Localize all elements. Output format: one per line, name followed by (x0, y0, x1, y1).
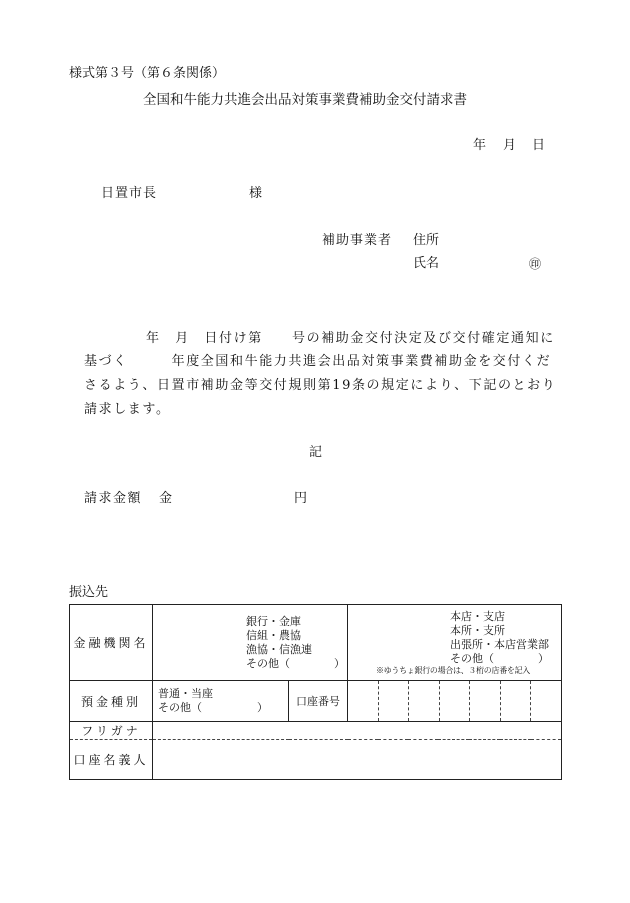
addressee-honorific: 様 (249, 186, 263, 201)
furigana-label: フリガナ (70, 722, 153, 740)
institution-type-4: その他（ ） (246, 656, 345, 670)
claim-unit: 円 (294, 491, 308, 506)
digit-box[interactable] (439, 681, 470, 721)
body-line-4: 請求します。 (84, 402, 171, 417)
date-year: 年 (473, 138, 487, 153)
transfer-heading: 振込先 (69, 585, 109, 600)
applicant-role: 補助事業者 (322, 233, 393, 248)
digit-box[interactable] (348, 681, 378, 721)
branch-note: ※ゆうちょ銀行の場合は、３桁の店番を記入 (376, 665, 530, 675)
account-number-field[interactable] (348, 681, 562, 722)
digit-box[interactable] (500, 681, 531, 721)
institution-type-3: 漁協・信漁連 (246, 642, 312, 656)
account-digit-boxes (348, 681, 561, 721)
account-holder-label: 口座名義人 (70, 740, 153, 780)
body-line-1: 年 月 日付け第 号の補助金交付決定及び交付確定通知に (146, 331, 555, 346)
claim-label: 請求金額 (84, 491, 143, 506)
claim-prefix: 金 (159, 491, 173, 506)
deposit-type-field[interactable] (153, 681, 289, 722)
date-month: 月 (503, 138, 517, 153)
branch-type-4: その他（ ） (450, 651, 549, 665)
deposit-type-1: 普通・当座 (158, 687, 213, 700)
ki-heading: 記 (309, 445, 323, 460)
addressee-name: 日置市長 (101, 186, 158, 201)
deposit-type-2: その他（ ） (158, 701, 268, 714)
institution-type-1: 銀行・金庫 (246, 614, 301, 628)
branch-type-3: 出張所・本店営業部 (450, 637, 549, 651)
applicant-name-label: 氏名 (413, 256, 440, 271)
form-number: 様式第３号（第６条関係） (69, 66, 226, 81)
institution-type-2: 信組・農協 (246, 628, 301, 642)
institution-label: 金融機関名 (70, 605, 153, 681)
body-line-2: 基づく 年度全国和牛能力共進会出品対策事業費補助金を交付くだ (84, 354, 552, 369)
institution-field[interactable] (153, 605, 348, 681)
digit-box[interactable] (469, 681, 500, 721)
branch-type-2: 本所・支所 (450, 623, 505, 637)
branch-type-1: 本店・支店 (450, 609, 505, 623)
document-title: 全国和牛能力共進会出品対策事業費補助金交付請求書 (143, 92, 467, 108)
digit-box[interactable] (378, 681, 409, 721)
account-holder-field[interactable] (153, 740, 562, 780)
bank-account-table (69, 604, 562, 780)
digit-box[interactable] (530, 681, 561, 721)
branch-field[interactable] (348, 605, 562, 681)
applicant-address-label: 住所 (413, 233, 440, 248)
digit-box[interactable] (408, 681, 439, 721)
account-number-label: 口座番号 (289, 681, 348, 722)
furigana-field[interactable] (153, 722, 562, 740)
deposit-label: 預金種別 (70, 681, 153, 722)
date-day: 日 (532, 138, 546, 153)
seal-mark: ㊞ (529, 257, 542, 271)
body-line-3: さるよう、日置市補助金等交付規則第19条の規定により、下記のとおり (84, 378, 557, 393)
